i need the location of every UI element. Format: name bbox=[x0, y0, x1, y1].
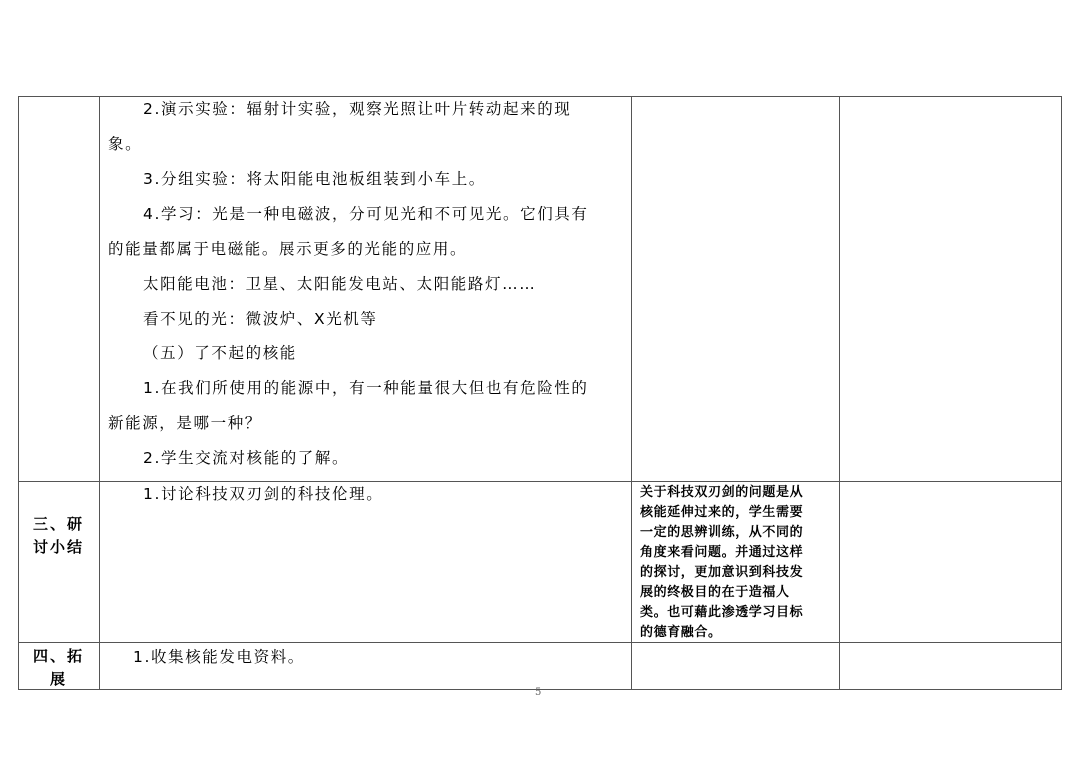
table-border-top bbox=[18, 96, 1062, 97]
note-line: 类。也可藉此渗透学习目标 bbox=[640, 605, 804, 620]
note-line: 角度来看问题。并通过这样 bbox=[640, 545, 804, 560]
note-line: 一定的思辨训练，从不同的 bbox=[640, 525, 804, 540]
content-line: 新能源，是哪一种？ bbox=[108, 414, 262, 432]
content-line: 太阳能电池：卫星、太阳能发电站、太阳能路灯…… bbox=[143, 275, 537, 293]
note-line: 展的终极目的在于造福人 bbox=[640, 585, 790, 600]
content-line: 2.学生交流对核能的了解。 bbox=[143, 449, 350, 467]
content-line: （五）了不起的核能 bbox=[143, 344, 297, 362]
note-line: 的德育融合。 bbox=[640, 625, 722, 640]
column-divider-1 bbox=[99, 96, 100, 690]
content-line: 1.收集核能发电资料。 bbox=[133, 648, 305, 666]
content-line: 3.分组实验：将太阳能电池板组装到小车上。 bbox=[143, 170, 486, 188]
note-line: 核能延伸过来的，学生需要 bbox=[640, 505, 804, 520]
content-line: 2.演示实验：辐射计实验，观察光照让叶片转动起来的现 bbox=[143, 100, 572, 118]
table-border-right bbox=[1061, 96, 1062, 690]
content-line: 看不见的光：微波炉、X光机等 bbox=[143, 310, 378, 328]
table-border-left bbox=[18, 96, 19, 690]
content-line: 1.讨论科技双刃剑的科技伦理。 bbox=[143, 485, 384, 503]
content-line: 的能量都属于电磁能。展示更多的光能的应用。 bbox=[108, 240, 468, 258]
page-number: 5 bbox=[535, 687, 542, 698]
section-label-line: 四、拓 bbox=[33, 647, 85, 665]
note-line: 关于科技双刃剑的问题是从 bbox=[640, 485, 804, 500]
column-divider-3 bbox=[839, 96, 840, 690]
content-line: 象。 bbox=[108, 135, 143, 153]
section-label-line: 展 bbox=[50, 670, 68, 688]
column-divider-2 bbox=[631, 96, 632, 690]
section-label-line: 讨小结 bbox=[33, 538, 85, 556]
section-label-line: 三、研 bbox=[33, 515, 85, 533]
content-line: 4.学习：光是一种电磁波，分可见光和不可见光。它们具有 bbox=[143, 205, 589, 223]
note-line: 的探讨，更加意识到科技发 bbox=[640, 565, 804, 580]
row-divider-1 bbox=[18, 481, 1062, 482]
row-divider-2 bbox=[18, 642, 1062, 643]
content-line: 1.在我们所使用的能源中，有一种能量很大但也有危险性的 bbox=[143, 379, 589, 397]
